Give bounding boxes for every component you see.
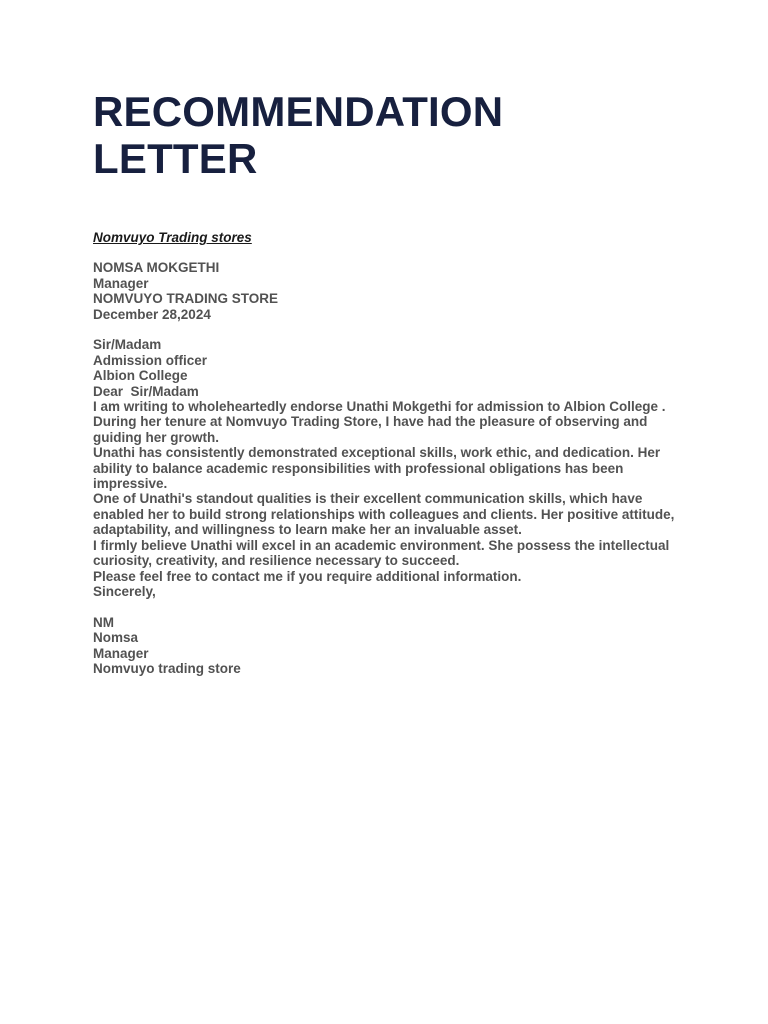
sender-company: NOMVUYO TRADING STORE xyxy=(93,291,279,307)
sender-block xyxy=(93,260,683,322)
company-heading: Nomvuyo Trading stores xyxy=(93,230,252,245)
letter-date: December 28,2024 xyxy=(93,306,211,322)
signature-block xyxy=(93,615,683,677)
letter-title-line-2: LETTER xyxy=(93,135,258,182)
closing: Sincerely, xyxy=(93,583,156,599)
letter-title-line-1: RECOMMENDATION xyxy=(93,88,504,135)
signature-name: Nomsa xyxy=(93,630,139,646)
paragraph-contact: Please feel free to contact me if you require additional information. xyxy=(93,568,522,584)
signature-company: Nomvuyo trading store xyxy=(93,660,241,676)
greeting: Dear Sir/Madam xyxy=(93,383,199,399)
paragraph-belief: I firmly believe Unathi will excel in an academic environment. She possess the intellectual curiosity, creativity, and resilience necessary to succeed. xyxy=(93,537,670,569)
recipient-name: Sir/Madam xyxy=(93,337,162,353)
recipient-role: Admission officer xyxy=(93,352,208,368)
letter-title xyxy=(93,88,683,182)
letter-page xyxy=(93,88,683,676)
paragraph-qualities: One of Unathi's standout qualities is their excellent communication skills, which have enabled her to build strong relationships with colleagues and clients. Her positive attitude, adaptability, and willingness to learn make her an invaluable asset. xyxy=(93,491,675,538)
recipient-block xyxy=(93,337,683,383)
recipient-institution: Albion College xyxy=(93,368,188,384)
signature-initials: NM xyxy=(93,614,114,630)
paragraph-intro: I am writing to wholeheartedly endorse Unathi Mokgethi for admission to Albion College . During her tenure at Nomvuyo Trading Store, I have had the pleasure of observing and guiding her growth. xyxy=(93,399,666,445)
signature-role: Manager xyxy=(93,645,149,661)
sender-name: NOMSA MOKGETHI xyxy=(93,260,220,276)
sender-role: Manager xyxy=(93,275,149,291)
paragraph-skills: Unathi has consistently demonstrated exceptional skills, work ethic, and dedication. Her ability to balance academic responsibilities with professional obligations has been impressive. xyxy=(93,445,661,492)
